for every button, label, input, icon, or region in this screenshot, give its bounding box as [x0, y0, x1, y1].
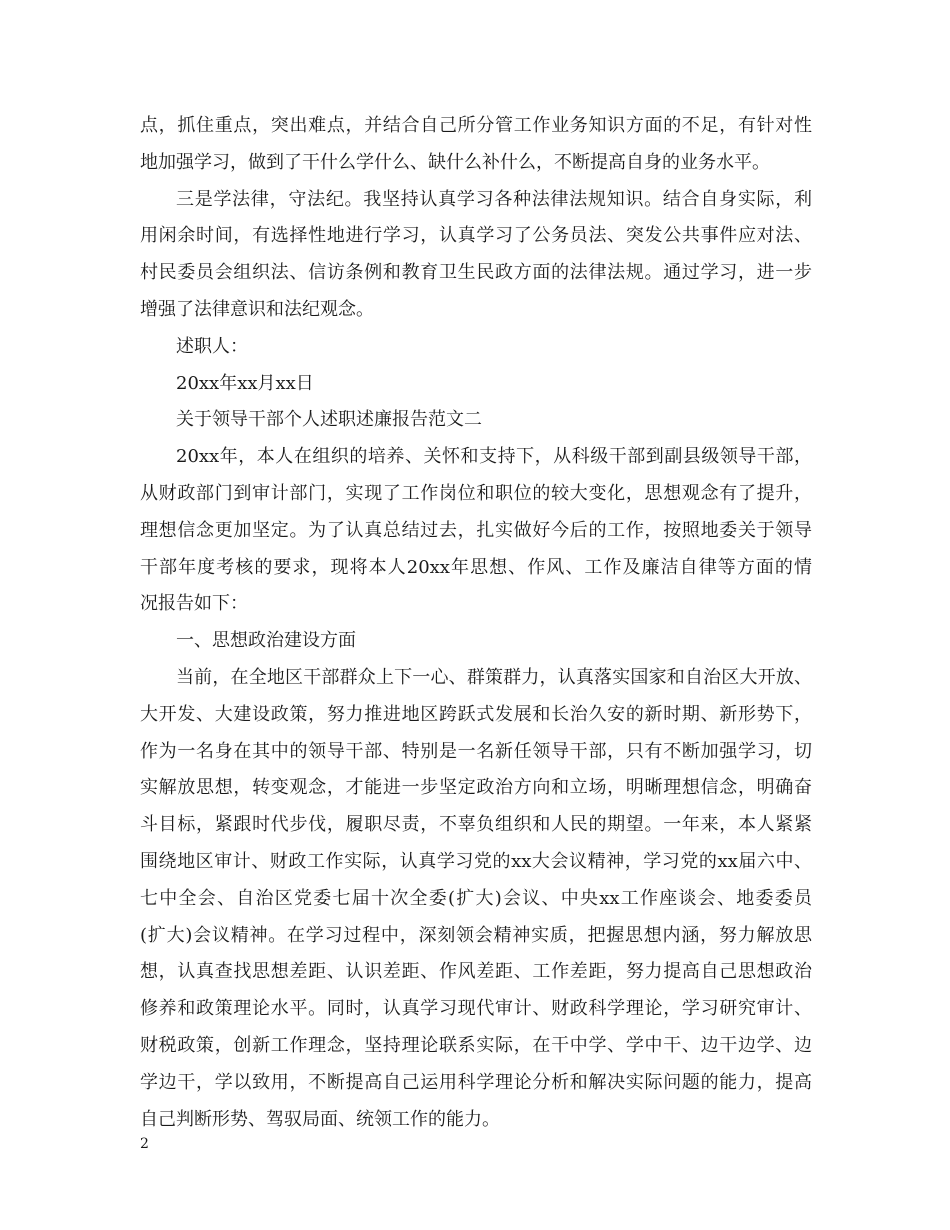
text-line: 自己判断形势、驾驭局面、统领工作的能力。: [140, 1108, 500, 1130]
text-line: 实解放思想，转变观念，才能进一步坚定政治方向和立场，明晰理想信念，明确奋: [140, 777, 812, 799]
text-line: 当前，在全地区干部群众上下一心、群策群力，认真落实国家和自治区大开放、: [176, 666, 812, 688]
text-line: 点，抓住重点，突出难点，并结合自己所分管工作业务知识方面的不足，有针对性: [140, 115, 812, 136]
text-line: 围绕地区审计、财政工作实际，认真学习党的xx大会议精神，学习党的xx届六中、: [140, 850, 812, 872]
page-number: 2: [140, 1136, 149, 1152]
text-line: 用闲余时间，有选择性地进行学习，认真学习了公务员法、突发公共事件应对法、: [140, 225, 812, 247]
text-line: 理想信念更加坚定。为了认真总结过去，扎实做好今后的工作，按照地委关于领导: [140, 519, 812, 541]
text-line: 作为一名身在其中的领导干部、特别是一名新任领导干部，只有不断加强学习，切: [140, 740, 812, 762]
text-line: 20xx年xx月xx日: [176, 372, 314, 394]
text-line: 大开发、大建设政策，努力推进地区跨跃式发展和长治久安的新时期、新形势下，: [140, 703, 812, 725]
text-line: 财税政策，创新工作理念，坚持理论联系实际，在干中学、学中干、边干边学、边: [140, 1034, 812, 1056]
text-line: 一、思想政治建设方面: [176, 630, 356, 652]
text-line: 从财政部门到审计部门，实现了工作岗位和职位的较大变化，思想观念有了提升，: [140, 482, 812, 504]
text-line: 七中全会、自治区党委七届十次全委(扩大)会议、中央xx工作座谈会、地委委员: [140, 887, 812, 909]
text-line: 述职人：: [176, 335, 248, 357]
text-line: (扩大)会议精神。在学习过程中，深刻领会精神实质，把握思想内涵，努力解放思: [140, 924, 812, 946]
text-line: 况报告如下：: [140, 593, 248, 615]
text-line: 关于领导干部个人述职述廉报告范文二: [176, 409, 482, 431]
document-body: [140, 108, 812, 1138]
text-line: 干部年度考核的要求，现将本人20xx年思想、作风、工作及廉洁自律等方面的情: [140, 556, 812, 578]
text-line: 三是学法律，守法纪。我坚持认真学习各种法律法规知识。结合自身实际，利: [176, 188, 812, 210]
text-line: 斗目标，紧跟时代步伐，履职尽责，不辜负组织和人民的期望。一年来，本人紧紧: [140, 814, 812, 836]
text-line: 想，认真查找思想差距、认识差距、作风差距、工作差距，努力提高自己思想政治: [140, 961, 812, 983]
text-line: 村民委员会组织法、信访条例和教育卫生民政方面的法律法规。通过学习，进一步: [140, 262, 812, 284]
text-line: 增强了法律意识和法纪观念。: [140, 298, 374, 320]
text-line: 地加强学习，做到了干什么学什么、缺什么补什么，不断提高自身的业务水平。: [140, 151, 770, 173]
text-line: 学边干，学以致用，不断提高自己运用科学理论分析和解决实际问题的能力，提高: [140, 1071, 812, 1093]
text-line: 20xx年，本人在组织的培养、关怀和支持下，从科级干部到副县级领导干部，: [176, 446, 812, 468]
text-line: 修养和政策理论水平。同时，认真学习现代审计、财政科学理论，学习研究审计、: [140, 998, 812, 1020]
